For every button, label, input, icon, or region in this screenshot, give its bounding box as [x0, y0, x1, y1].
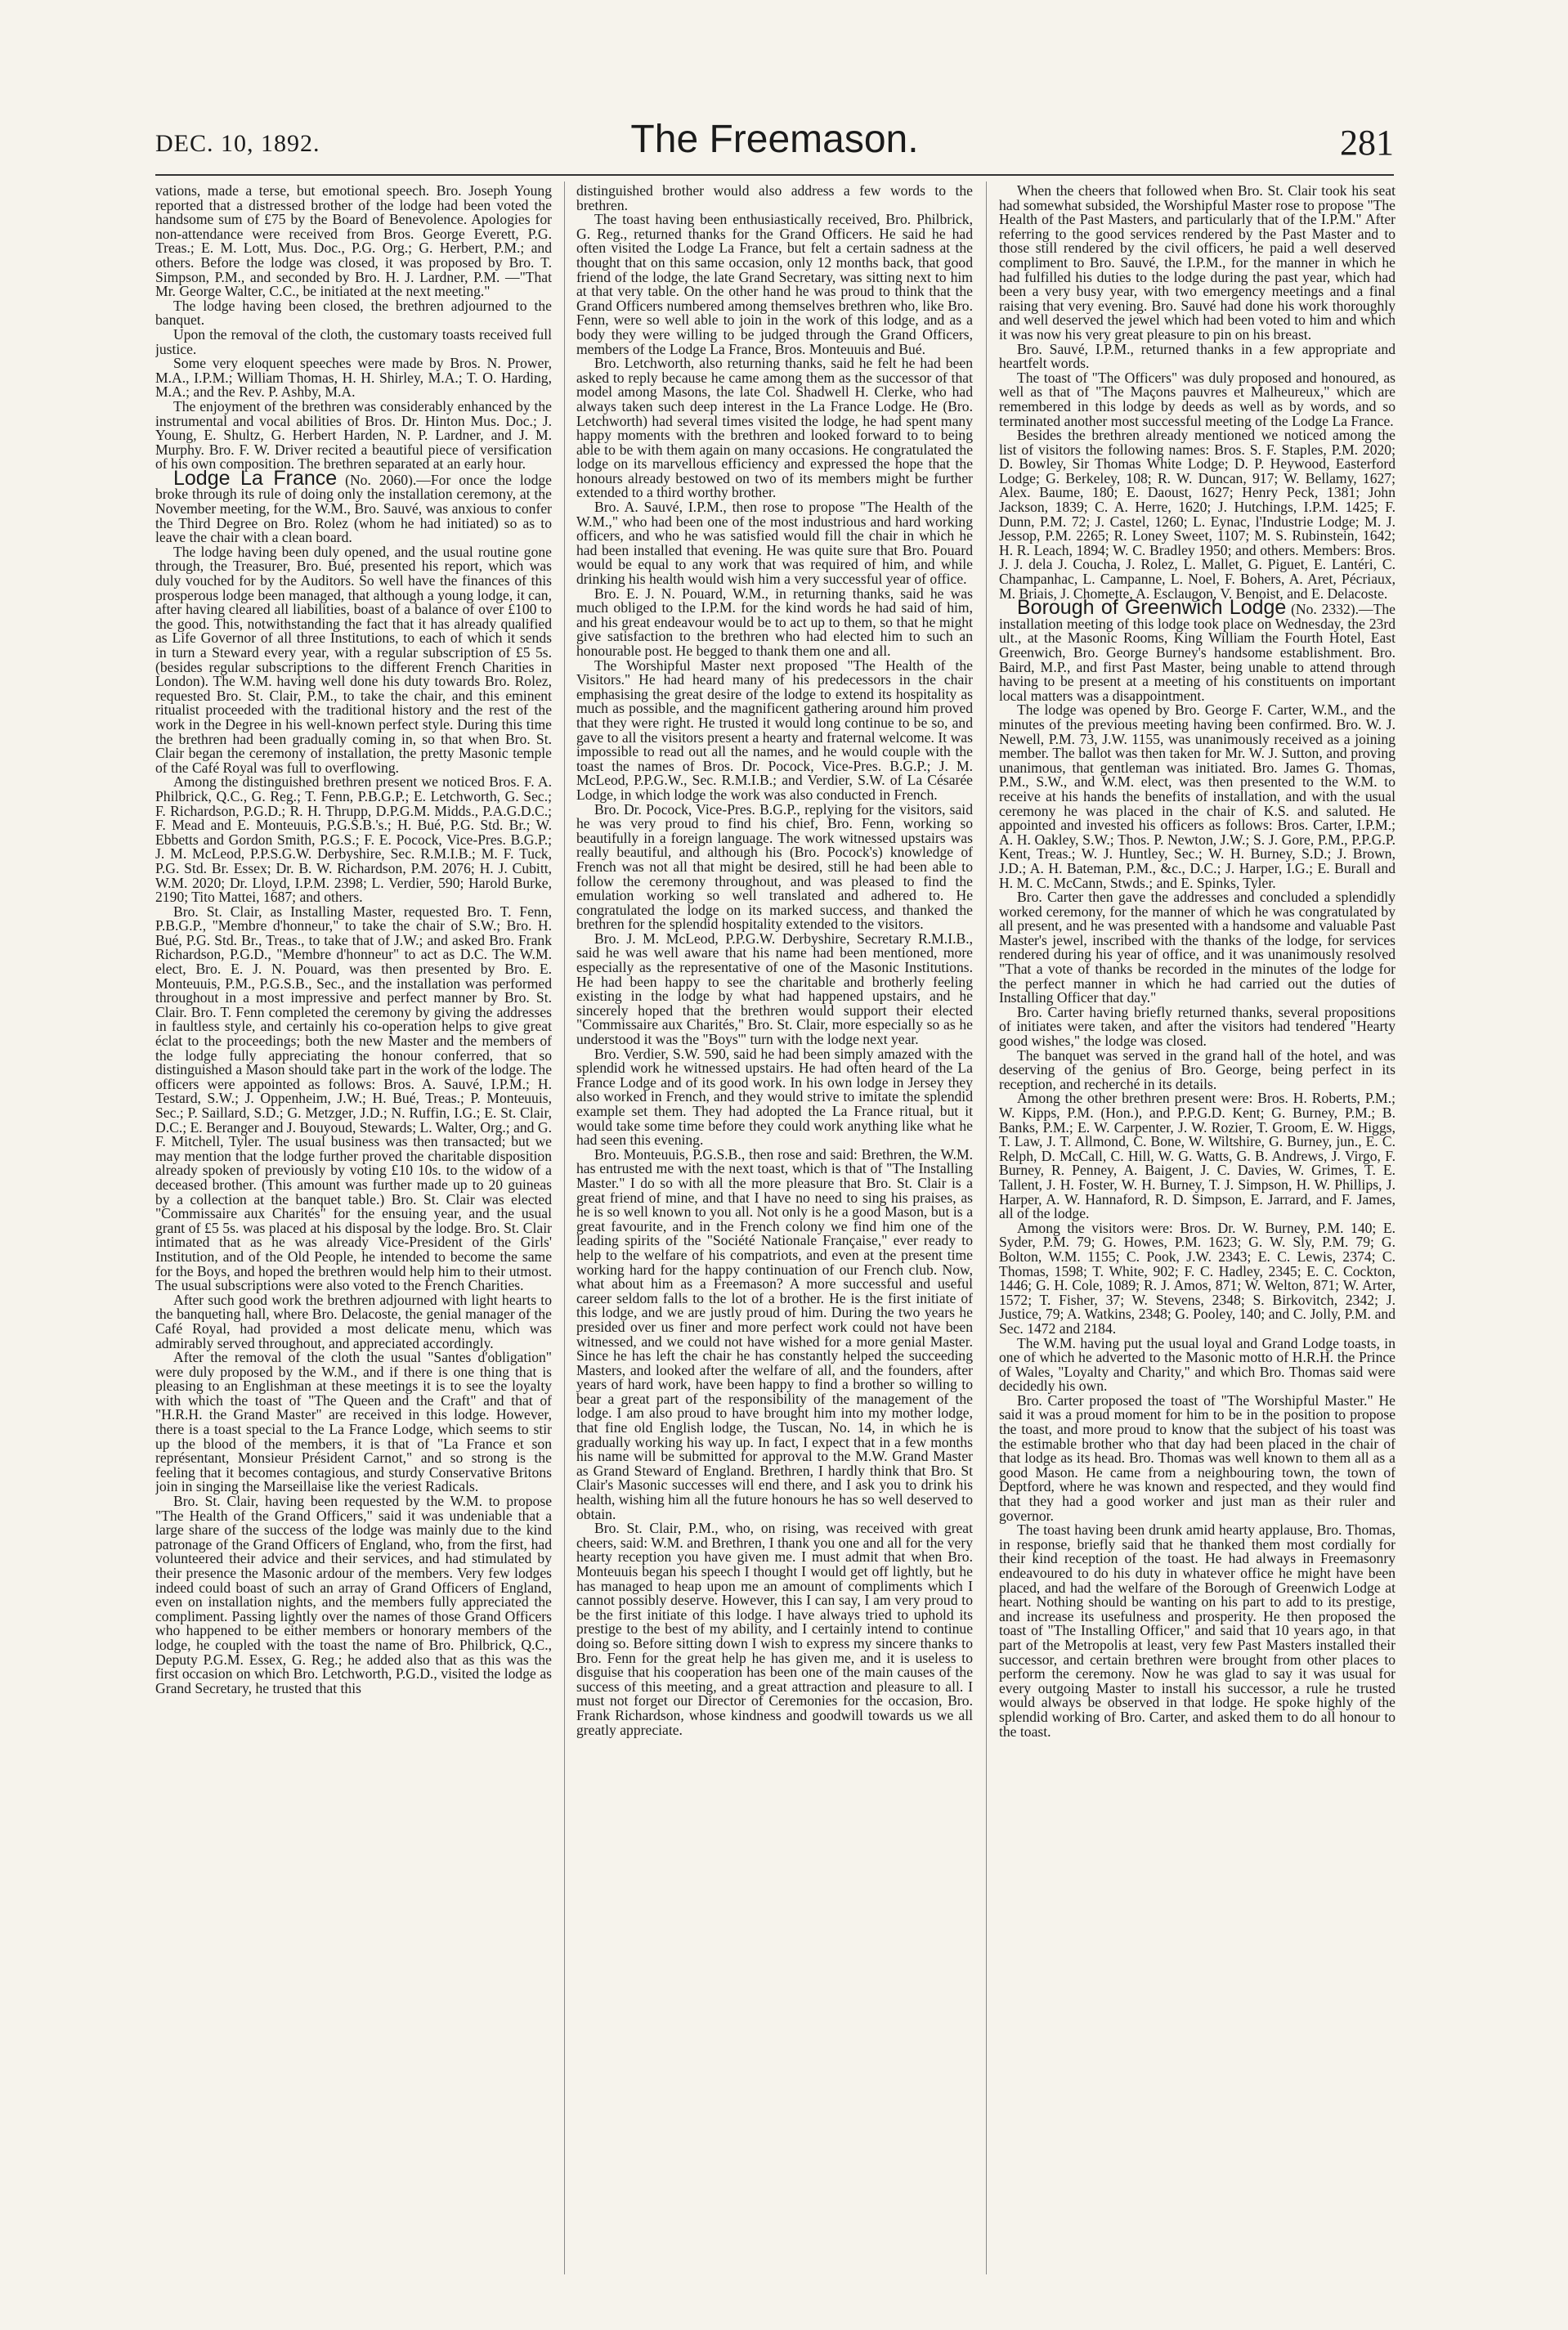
paragraph: The toast having been drunk amid hearty applause, Bro. Thomas, in response, briefly said that he thanked them most cordially for their kind reception of the toast. He had always in Freemasonry endeavoured to do his duty in whatever office he might have been placed, and had the welfare of the Borough of Greenwich Lodge at heart. Nothing should be wanting on his part to add to its prestige, and increase its usefulness and prosperity. He then proposed the toast of "The Installing Officer," and said that 10 years ago, in that part of the Metropolis at least, very few Past Masters installed their successor, and certain brethren were brought from other places to perform the ceremony. Now he was glad to say it was usual for every outgoing Master to install his successor, a rule he trusted would always be observed in that lodge. He spoke highly of the splendid working of Bro. Carter, and asked them to do all honour to the toast.	[999, 1521, 1396, 1740]
issue-date: DEC. 10, 1892.	[155, 130, 320, 157]
paragraph: Bro. Carter then gave the addresses and concluded a splendidly worked ceremony, for the manner of which he was congratulated by all present, and he was presented with a handsome and valuable Past Master's jewel, inscribed with the thanks of the lodge, for services rendered during his year of office, and it was unanimously resolved "That a vote of thanks be recorded in the minutes of the lodge for the perfect manner in which he had carried out the duties of Installing Officer that day."	[999, 889, 1396, 1006]
article-lead-text: (No. 2332).—The installation meeting of this lodge took place on Wednesday, the 23rd ult., at the Masonic Rooms, King William the Fourth Hotel, East Greenwich, Bro. George Burney's handsome establishment. Bro. Baird, M.P., and first Past Master, being unable to attend through having to be present at a meeting of his constituents on important local matters was a disappointment.	[999, 601, 1396, 704]
masthead-rule	[155, 174, 1394, 176]
article-lead	[155, 466, 552, 546]
paragraph: The lodge was opened by Bro. George F. Carter, W.M., and the minutes of the previous meeting having been confirmed. Bro. W. J. Newell, P.M. 73, J.W. 1155, was unanimously received as a joining member. The ballot was then taken for Mr. W. J. Sutton, and proving unanimous, that gentleman was initiated. Bro. James G. Thomas, P.M., S.W., and W.M. elect, was then presented to the W.M. to receive at his hands the benefits of installation, and with the usual ceremony he was placed in the chair of K.S. and saluted. He appointed and invested his officers as follows: Bros. Carter, I.P.M.; A. H. Oakley, S.W.; Thos. P. Newton, J.W.; S. J. Gore, P.M., P.P.G.P. Kent, Treas.; W. J. Huntley, Sec.; W. H. Burney, S.D.; J. Brown, J.D.; A. H. Bateman, P.M., &c., D.C.; J. Harper, I.G.; E. Burall and H. M. C. McCann, Stwds.; and E. Spinks, Tyler.	[999, 701, 1396, 891]
paragraph: The lodge having been duly opened, and the usual routine gone through, the Treasurer, Bro. Bué, presented his report, which was duly vouched for by the Auditors. So well have the finances of this prosperous lodge been managed, that although a young lodge, it can, after having cleared all liabilities, boast of a balance of over £100 to the good. This, notwithstanding the fact that it has already qualified as Life Governor of all three Institutions, to each of which it sends in turn a Steward every year, with a regular subscription of £5 5s. (besides regular subscriptions to the different French Charities in London). The W.M. having well done his duty towards Bro. Rolez, requested Bro. St. Clair, P.M., to take the chair, and this eminent ritualist proceeded with the traditional history and the rest of the work in the Degree in his well-known perfect style. During this time the brethren had been gradually coming in, so that when Bro. St. Clair began the ceremony of installation, the pretty Masonic temple of the Café Royal was full to overflowing.	[155, 543, 552, 776]
paragraph: After the removal of the cloth the usual "Santes d'obligation" were duly proposed by the W.M., and if there is one thing that is pleasing to an Englishman at these meetings it is to see the loyalty with which the toast of "The Queen and the Craft" and that of "H.R.H. the Grand Master" are received in this lodge. However, there is a toast special to the La France Lodge, which seems to stir up the blood of the members, it is that of "La France et son représentant, Monsieur Président Carnot," and so strong is the feeling that it becomes contagious, and sturdy Conservative Britons join in singing the Marseillaise like the veriest Radicals.	[155, 1349, 552, 1495]
page-number: 281	[1340, 123, 1394, 163]
paragraph: Bro. Letchworth, also returning thanks, said he felt he had been asked to reply because he came among them as the successor of that model among Masons, the late Col. Shadwell H. Clerke, who had always taken such deep interest in the La France Lodge. He (Bro. Letchworth) had several times visited the lodge, he had spent many happy moments with the brethren and looked forward to to being able to be with them again on many occasions. He congratulated the lodge on its marvellous efficiency and expressed the hope that the honours already bestowed on two of its members might be further extended to a third worthy brother.	[576, 355, 973, 501]
paragraph: Upon the removal of the cloth, the customary toasts received full justice.	[155, 325, 552, 357]
paragraph: Bro. Carter having briefly returned thanks, several propositions of initiates were taken, and after the visitors had tendered "Hearty good wishes," the lodge was closed.	[999, 1003, 1396, 1050]
paragraph: Bro. Sauvé, I.P.M., returned thanks in a few appropriate and heartfelt words.	[999, 340, 1396, 372]
paragraph: Bro. E. J. N. Pouard, W.M., in returning thanks, said he was much obliged to the I.P.M. for the kind words he had said of him, and his great endeavour would be to act up to them, so that he might give satisfaction to the brethren who had elected him to such an honourable post. He begged to thank them one and all.	[576, 585, 973, 659]
paragraph: The Worshipful Master next proposed "The Health of the Visitors." He had heard many of his predecessors in the chair emphasising the great desire of the lodge to extend its hospitality as much as possible, and the magnificent gathering around him proved that they were right. He trusted it would long continue to be so, and gave to all the visitors present a hearty and fraternal welcome. It was impossible to read out all the names, and he would couple with the toast the names of Bros. Dr. Pocock, Vice-Pres. B.G.P.; J. M. McLeod, P.P.G.W., Sec. R.M.I.B.; and Verdier, S.W. of La Césarée Lodge, in which lodge the work was also conducted in French.	[576, 656, 973, 803]
column-divider	[986, 181, 987, 2274]
paragraph: Bro. Dr. Pocock, Vice-Pres. B.G.P., replying for the visitors, said he was very proud to find his chief, Bro. Fenn, working so beautifully in a foreign language. The work witnessed upstairs was really beautiful, and although his (Bro. Pocock's) knowledge of French was not all that might be desired, still he had been able to follow the ceremony throughout, and was pleased to find the emulation working so well translated and adhered to. He congratulated the lodge on its marked success, and thanked the brethren for the splendid hospitality extended to the visitors.	[576, 800, 973, 933]
paragraph: Bro. St. Clair, having been requested by the W.M. to propose "The Health of the Grand Officers," said it was undeniable that a large share of the success of the lodge was mainly due to the kind patronage of the Grand Officers of England, who, from the first, had volunteered their advice and their services, and had stimulated by their presence the Masonic ardour of the members. Very few lodges indeed could boast of such an array of Grand Officers of England, even on installation nights, and the members fully appreciated the compliment. Passing lightly over the names of those Grand Officers who happened to be either members or honorary members of the lodge, he coupled with the toast the name of Bro. Philbrick, Q.C., Deputy P.G.M. Essex, G. Reg.; he added also that as this was the first occasion on which Bro. Letchworth, P.G.D., visited the lodge as Grand Secretary, he trusted that this	[155, 1493, 552, 1696]
paragraph: Among the other brethren present were: Bros. H. Roberts, P.M.; W. Kipps, P.M. (Hon.), and P.P.G.D. Kent; G. Burney, P.M.; B. Banks, P.M.; E. W. Carpenter, J. W. Rozier, T. Groom, E. W. Higgs, T. Law, J. T. Allmond, C. Bone, W. Wiltshire, G. Burney, jun., E. C. Relph, D. McCall, C. Hill, W. G. Watts, G. B. Andrews, J. Virgo, F. Burney, R. Penney, A. Baigent, J. C. Davies, W. Grimes, T. E. Tallent, J. H. Foster, W. H. Burney, T. J. Simpson, H. W. Phillips, J. Harper, A. W. Hannaford, R. D. Simpson, E. Jarrard, and F. James, all of the lodge.	[999, 1090, 1396, 1222]
paragraph: Among the visitors were: Bros. Dr. W. Burney, P.M. 140; E. Syder, P.M. 79; G. Howes, P.M. 1623; G. W. Sly, P.M. 79; G. Bolton, W.M. 1155; C. Pook, J.W. 2343; E. C. Lewis, 2374; C. Thomas, 1598; T. White, 902; F. C. Hadley, 2345; E. C. Cockton, 1446; G. H. Cole, 1089; R. J. Amos, 871; W. Welton, 871; W. Arter, 1572; T. Fisher, 37; W. Stevens, 2348; S. Birkovitch, 2342; J. Justice, 79; A. Watkins, 2348; G. Pooley, 140; and C. Jolly, P.M. and Sec. 1472 and 2184.	[999, 1219, 1396, 1337]
paragraph: Bro. Verdier, S.W. 590, said he had been simply amazed with the splendid work he witnessed upstairs. He had often heard of the La France Lodge and of its good work. In his own lodge in Jersey they also worked in French, and they would strive to imitate the splendid example set them. They had adopted the La France ritual, but it would take some time before they could work anything like what he had seen this evening.	[576, 1045, 973, 1149]
paragraph: Among the distinguished brethren present we noticed Bros. F. A. Philbrick, Q.C., G. Reg.; T. Fenn, P.B.G.P.; E. Letchworth, G. Sec.; F. Richardson, P.G.D.; R. H. Thrupp, D.P.G.M. Midds., P.A.G.D.C.; F. Mead and E. Monteuuis, P.G.S.B.'s.; H. Bué, P.G. Std. Br.; W. Ebbetts and Gordon Smith, P.G.S.; F. E. Pocock, Vice-Pres. B.G.P.; J. M. McLeod, P.P.S.G.W. Derbyshire, Sec. R.M.I.B.; M. F. Tuck, P.G. Std. Br. Essex; Dr. B. W. Richardson, P.M. 2076; H. J. Cubitt, W.M. 2020; Dr. Lloyd, I.P.M. 2398; L. Verdier, 590; Harold Burke, 2190; Tito Mattei, 1687; and others.	[155, 773, 552, 906]
paragraph: The banquet was served in the grand hall of the hotel, and was deserving of the genius of Bro. George, being perfect in its reception, and recherché in its details.	[999, 1046, 1396, 1092]
column-2	[576, 184, 973, 2273]
paragraph: The W.M. having put the usual loyal and Grand Lodge toasts, in one of which he adverted to the Masonic motto of H.R.H. the Prince of Wales, "Loyalty and Charity," and which Bro. Thomas said were decidedly his own.	[999, 1334, 1396, 1395]
paragraph: Bro. Carter proposed the toast of "The Worshipful Master." He said it was a proud moment for him to be in the position to propose the toast, and more proud to know that the subject of his toast was the estimable brother who that day had been placed in the chair of that lodge as its head. Bro. Thomas was well known to them all as a good Mason. He came from a neighbouring town, the town of Deptford, where he was known and respected, and they would find that they had a good worker and just man as their ruler and governor.	[999, 1391, 1396, 1524]
paragraph: Bro. Monteuuis, P.G.S.B., then rose and said: Brethren, the W.M. has entrusted me with the next toast, which is that of "The Installing Master." I do so with all the more pleasure that Bro. St. Clair is a great friend of mine, and that I have no need to sing his praises, as he is so well known to you all. Not only is he a good Mason, but is a great favourite, and in the French colony we find him one of the leading spirits of the "Société Nationale Française," ever ready to help to the welfare of his compatriots, and even at the present time working hard for the happy continuation of our French club. Now, what about him as a Freemason? A more successful and useful career seldom falls to the lot of a brother. He is the first initiate of this lodge, and we are justly proud of him. During the two years he presided over us finer and more perfect work could not have been witnessed, and we could not have wished for a more genial Master. Since he has left the chair he has constantly helped the succeeding Masters, and looked after the welfare of all, and the founders, after years of hard work, have been happy to find a brother so willing to bear a great part of the responsibility of the management of the lodge. I am also proud to have brought him into my mother lodge, that fine old English lodge, the Tuscan, No. 14, in which he is gradually working his way up. In fact, I expect that in a few months his name will be submitted for approval to the M.W. Grand Master as Grand Steward of England. Brethren, I hardly think that Bro. St Clair's Masonic successes will end there, and I ask you to drink his health, wishing him all the future honours he has so well deserved to obtain.	[576, 1145, 973, 1522]
paragraph: The enjoyment of the brethren was considerably enhanced by the instrumental and vocal abilities of Bros. Dr. Hinton Mus. Doc.; J. Young, E. Shultz, G. Herbert Harden, N. P. Lardner, and J. M. Murphy. Bro. F. W. Driver recited a beautiful piece of versification of his own composition. The brethren separated at an early hour.	[155, 397, 552, 473]
paragraph: Bro. A. Sauvé, I.P.M., then rose to propose "The Health of the W.M.," who had been one of the most industrious and hard working officers, and who he was satisfied would fill the chair in which he had been installed that evening. He was quite sure that Bro. Pouard would be equal to any work that was required of him, and while drinking his health would wish him a very successful year of office.	[576, 499, 973, 588]
masthead	[155, 110, 1394, 172]
paragraph: distinguished brother would also address a few words to the brethren.	[576, 184, 973, 213]
article-heading: Lodge La France	[173, 466, 338, 490]
column-3	[999, 184, 1396, 2273]
paragraph: The toast having been enthusiastically received, Bro. Philbrick, G. Reg., returned thanks for the Grand Officers. He said he had often visited the Lodge La France, but felt a certain sadness at the thought that on this same occasion, only 12 months back, that good friend of the lodge, the late Grand Secretary, was sitting next to him at that very table. On the other hand he was proud to think that the Grand Officers numbered among themselves brethren who, like Bro. Fenn, were so well able to join in the work of this lodge, and as a body they were willing to be judged through the Grand Officers, members of the Lodge La France, Bros. Monteuuis and Bué.	[576, 211, 973, 357]
article-lead-text: (No. 2060).—For once the lodge broke through its rule of doing only the installation ceremony, at the November meeting, for the W.M., Bro. Sauvé, was anxious to confer the Third Degree on Bro. Rolez (whom he had initiated) so as to leave the chair with a clean board.	[155, 471, 552, 546]
column-1	[155, 184, 552, 2273]
paragraph: Bro. St. Clair, P.M., who, on rising, was received with great cheers, said: W.M. and Brethren, I thank you one and all for the very hearty reception you have given me. I must admit that when Bro. Monteuuis began his speech I thought I would get off lightly, but he has managed to heap upon me an amount of compliments which I cannot possibly deserve. However, this I can say, I am very proud to be the first initiate of this lodge. I have always tried to uphold its prestige to the best of my ability, and I certainly intend to continue doing so. Before sitting down I wish to express my sincere thanks to Bro. Fenn for the great help he has given me, and it is useless to disguise that his cooperation has been one of the main causes of the success of this meeting, and a great attraction and pleasure to all. I must not forget our Director of Ceremonies for the occasion, Bro. Frank Richardson, whose kindness and goodwill towards us we all greatly appreciate.	[576, 1520, 973, 1738]
paragraph: vations, made a terse, but emotional speech. Bro. Joseph Young reported that a distressed brother of the lodge had been voted the handsome sum of £75 by the Board of Benevolence. Apologies for non-attendance were received from Bros. George Everett, P.G. Treas.; E. M. Lott, Mus. Doc., P.G. Org.; G. Herbert, P.M.; and others. Before the lodge was closed, it was proposed by Bro. T. Simpson, P.M., and seconded by Bro. H. J. Lardner, P.M. —"That Mr. George Walter, C.C., be initiated at the next meeting."	[155, 184, 552, 300]
column-divider	[564, 181, 565, 2274]
paragraph: When the cheers that followed when Bro. St. Clair took his seat had somewhat subsided, the Worshipful Master rose to propose "The Health of the Past Masters, and particularly that of the I.P.M." After referring to the good services rendered by the Past Master and to those still rendered by the civil officers, he paid a well deserved compliment to Bro. Sauvé, the I.P.M., for the manner in which he had fulfilled his duties to the lodge during the past year, which had been a very busy year, with two emergency meetings and a final raising that very evening. Bro. Sauvé had done his work thoroughly and well deserved the jewel which had been voted to him and which it was now his very great pleasure to pin on his breast.	[999, 184, 1396, 343]
paragraph: Besides the brethren already mentioned we noticed among the list of visitors the following names: Bros. S. F. Staples, P.M. 2020; D. Bowley, Sir Thomas White Lodge; D. P. Heywood, Easterford Lodge; G. Berkeley, 108; R. W. Duncan, 917; W. Bellamy, 1627; Alex. Baume, 180; E. Daoust, 1627; Henry Peck, 1381; John Jackson, 1839; C. A. Herre, 1620; J. Hutchings, I.P.M. 1425; F. Dunn, P.M. 72; J. Castel, 1260; L. Eynac, l'Industrie Lodge; M. J. Jessop, P.M. 2265; R. Loney Sweet, 1107; M. S. Rubinstein, 1642; H. R. Leach, 1894; W. C. Bradley 1950; and others. Members: Bros. J. J. dela J. Coucha, J. Rolez, L. Mallet, G. Piguet, E. Lantéri, C. Champanhac, L. Campanne, L. Noel, F. Bohers, A. Aret, Pécriaux, M. Briais, J. Chomette, A. Esclaugon, V. Benoist, and E. Delacoste.	[999, 427, 1396, 602]
paragraph: Bro. J. M. McLeod, P.P.G.W. Derbyshire, Secretary R.M.I.B., said he was well aware that his name had been mentioned, more especially as the representative of one of the Masonic Institutions. He had been happy to see the charitable and brotherly feeling existing in the lodge by what had happened upstairs, and he sincerely hoped that the brethren would support their elected "Commissaire aux Charités," Bro. St. Clair, more especially so as he understood it was the "Boys'" turn with the lodge next year.	[576, 930, 973, 1048]
paragraph: After such good work the brethren adjourned with light hearts to the banqueting hall, where Bro. Delacoste, the genial manager of the Café Royal, had provided a most delicate menu, which was admirably served throughout, and appreciated accordingly.	[155, 1291, 552, 1351]
publication-title: The Freemason.	[630, 118, 919, 161]
paragraph: The lodge having been closed, the brethren adjourned to the banquet.	[155, 297, 552, 329]
paragraph: Bro. St. Clair, as Installing Master, requested Bro. T. Fenn, P.B.G.P., "Membre d'honneur," to take the chair of S.W.; Bro. H. Bué, P.G. Std. Br., Treas., to take that of J.W.; and asked Bro. Frank Richardson, P.G.D., "Membre d'honneur" to act as D.C. The W.M. elect, Bro. E. J. N. Pouard, was then presented by Bro. E. Monteuuis, P.M., P.G.S.B., Sec., and the installation was performed throughout in a most impressive and perfect manner by Bro. St. Clair. Bro. T. Fenn completed the ceremony by giving the addresses in faultless style, and certainly his co-operation helps to give great éclat to the proceedings; both the new Master and the members of the lodge fully appreciating the honour conferred, that so distinguished a Mason should take part in the work of the lodge. The officers were appointed as follows: Bros. A. Sauvé, I.P.M.; H. Testard, S.W.; J. Oppenheim, J.W.; H. Bué, Treas.; P. Monteuuis, Sec.; P. Saillard, S.D.; G. Metzger, J.D.; N. Ruffin, I.G.; E. St. Clair, D.C.; E. Beranger and J. Bouyoud, Stewards; L. Walter, Org.; and G. F. Mitchell, Tyler. The usual business was then transacted; but we may mention that the lodge further proved the charitable disposition already spoken of previously by voting £10 10s. to the widow of a deceased brother. (This amount was further made up to 20 guineas by a collection at the banquet table.) Bro. St. Clair was elected "Commissaire aux Charités" for the ensuing year, and the usual grant of £5 5s. was placed at his disposal by the lodge. Bro. St. Clair intimated that as he was already Vice-President of the Girls' Institution, and of the Old People, he intended to become the same for the Boys, and hoped the brethren would help him to their utmost. The usual subscriptions were also voted to the French Charities.	[155, 903, 552, 1294]
paragraph: The toast of "The Officers" was duly proposed and honoured, as well as that of "The Maçons pauvres et Malheureux," which are remembered in this lodge by deeds as well as by words, and so terminated another most successful meeting of the Lodge La France.	[999, 369, 1396, 429]
article-heading: Borough of Greenwich Lodge	[1017, 596, 1287, 620]
article-lead	[999, 596, 1396, 704]
paragraph: Some very eloquent speeches were made by Bros. N. Prower, M.A., I.P.M.; William Thomas, H. H. Shirley, M.A.; T. O. Harding, M.A.; and the Rev. P. Ashby, M.A.	[155, 355, 552, 401]
